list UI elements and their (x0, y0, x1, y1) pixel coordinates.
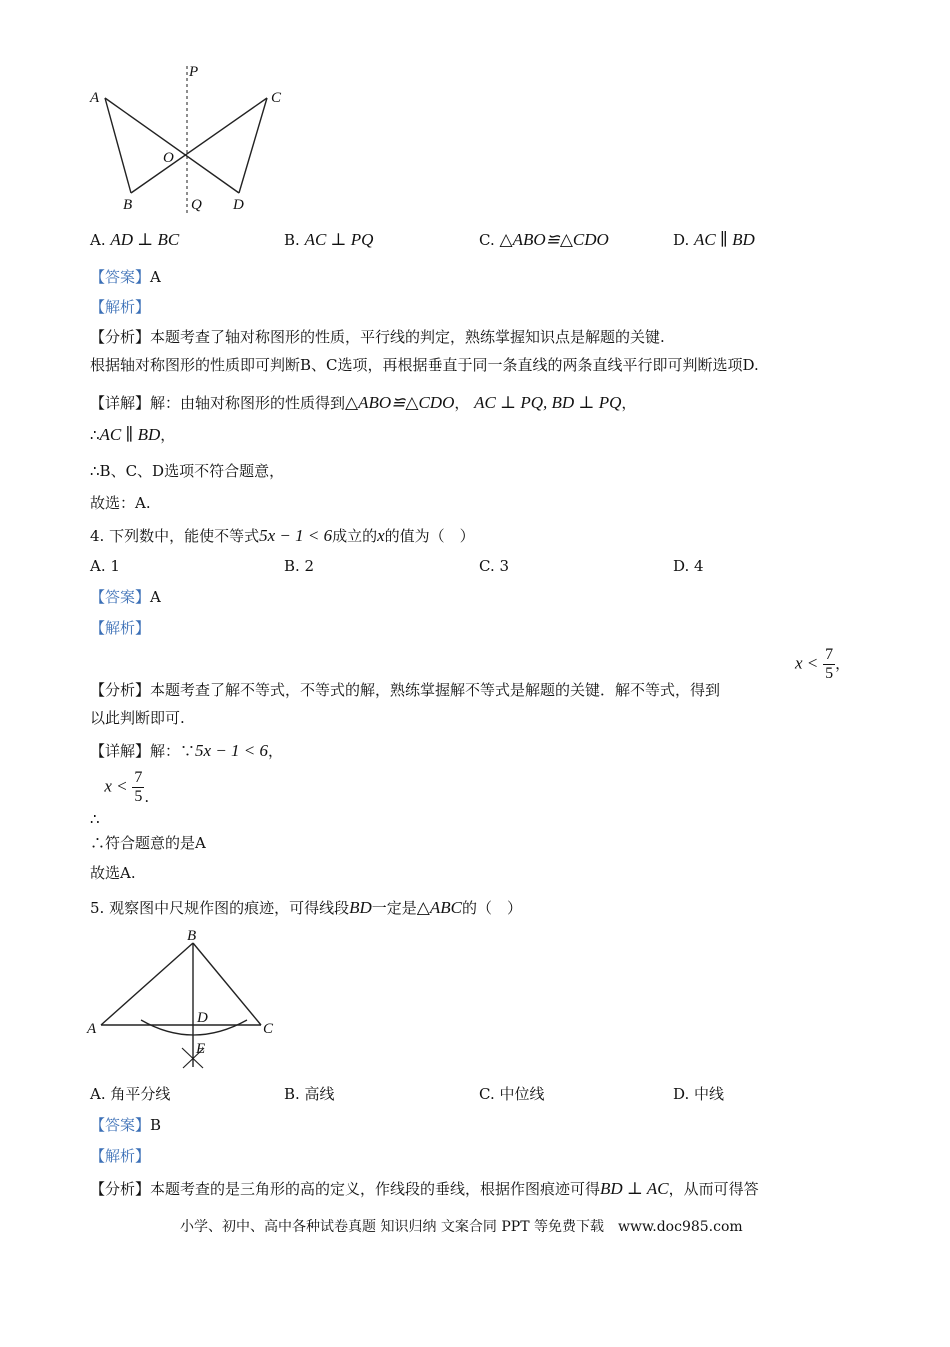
figure-axis-symmetry (85, 58, 295, 218)
q3-analysis-1: 【分析】本题考查了轴对称图形的性质，平行线的判定，熟练掌握知识点是解题的关键. (90, 328, 665, 346)
q4-option-a: A. 1 (90, 557, 120, 575)
q3-option-d: D. AC ∥ BD (673, 230, 755, 249)
segment-cd (239, 98, 267, 193)
q3-option-c: C. △ABO≌△CDO (479, 230, 609, 249)
q4-analysis-2: 以此判断即可. (90, 709, 185, 727)
q5-analysis-1: 【分析】本题考查的是三角形的高的定义，作线段的垂线，根据作图痕迹可得BD ⊥ AC，从而可得答 (90, 1179, 759, 1198)
page-footer: 小学、初中、高中各种试卷真题 知识归纳 文案合同 PPT 等免费下载 www.doc985.com (180, 1219, 743, 1235)
label-c: C (271, 90, 282, 106)
q5-option-c: C. 中位线 (479, 1085, 545, 1103)
construction-arc (141, 1020, 247, 1035)
segment-ad (105, 98, 239, 193)
label-o: O (163, 150, 174, 166)
q5-stem: 5. 观察图中尺规作图的痕迹，可得线段BD一定是△ABC的（ ） (90, 898, 522, 917)
q4-stem: 4. 下列数中，能使不等式5x − 1 < 6成立的x的值为（ ） (90, 526, 475, 545)
q3-detail-4: 故选：A. (90, 494, 151, 512)
segment-ab (105, 98, 131, 193)
q3-analysis-2: 根据轴对称图形的性质即可判断B、C选项，再根据垂直于同一条直线的两条直线平行即可判断选项D. (90, 356, 759, 374)
q5-answer: 【答案】B (90, 1116, 162, 1134)
q3-detail-2: ∴AC ∥ BD， (90, 425, 176, 444)
q5-jiexi: 【解析】 (90, 1147, 151, 1165)
q5-option-b: B. 高线 (284, 1085, 335, 1103)
segment-cb (131, 98, 267, 193)
label-c: C (263, 1021, 274, 1037)
figure-compass-construction (85, 925, 285, 1073)
q3-answer: 【答案】A (90, 268, 161, 286)
q4-analysis-fraction: x < $\frac{7}{5}$ ， (795, 646, 851, 682)
label-d: D (233, 197, 244, 213)
label-a: A (90, 90, 100, 106)
q4-option-c: C. 3 (479, 557, 510, 575)
label-q: Q (191, 197, 202, 213)
q4-detail-1: 【详解】解：∵5x − 1 < 6， (90, 741, 284, 760)
label-d: D (197, 1010, 208, 1026)
q4-detail-2: ∴ x < $\frac{7}{5}$ . (90, 769, 150, 828)
label-e: E (196, 1041, 206, 1057)
q3-option-a: A. AD ⊥ BC (90, 230, 180, 249)
segment-ba (101, 943, 193, 1025)
q3-jiexi: 【解析】 (90, 298, 151, 316)
q4-detail-4: 故选A. (90, 864, 136, 882)
label-b: B (187, 928, 197, 944)
q4-jiexi: 【解析】 (90, 619, 151, 637)
label-p: P (189, 64, 199, 80)
q5-option-d: D. 中线 (673, 1085, 725, 1103)
q3-option-b: B. AC ⊥ PQ (284, 230, 374, 249)
q4-answer: 【答案】A (90, 588, 161, 606)
label-b: B (123, 197, 133, 213)
q4-option-d: D. 4 (673, 557, 704, 575)
q3-detail-1: 【详解】解：由轴对称图形的性质得到△ABO≌△CDO， AC ⊥ PQ, BD ⊥ PQ， (90, 393, 637, 412)
q3-detail-3: ∴B、C、D选项不符合题意， (90, 462, 285, 480)
q4-option-b: B. 2 (284, 557, 315, 575)
q4-detail-3: ∴符合题意的是A (90, 834, 206, 852)
q5-option-a: A. 角平分线 (90, 1085, 171, 1103)
label-a: A (87, 1021, 97, 1037)
q4-analysis-1: 【分析】本题考查了解不等式，不等式的解，熟练掌握解不等式是解题的关键．解不等式，得到 (90, 681, 721, 699)
